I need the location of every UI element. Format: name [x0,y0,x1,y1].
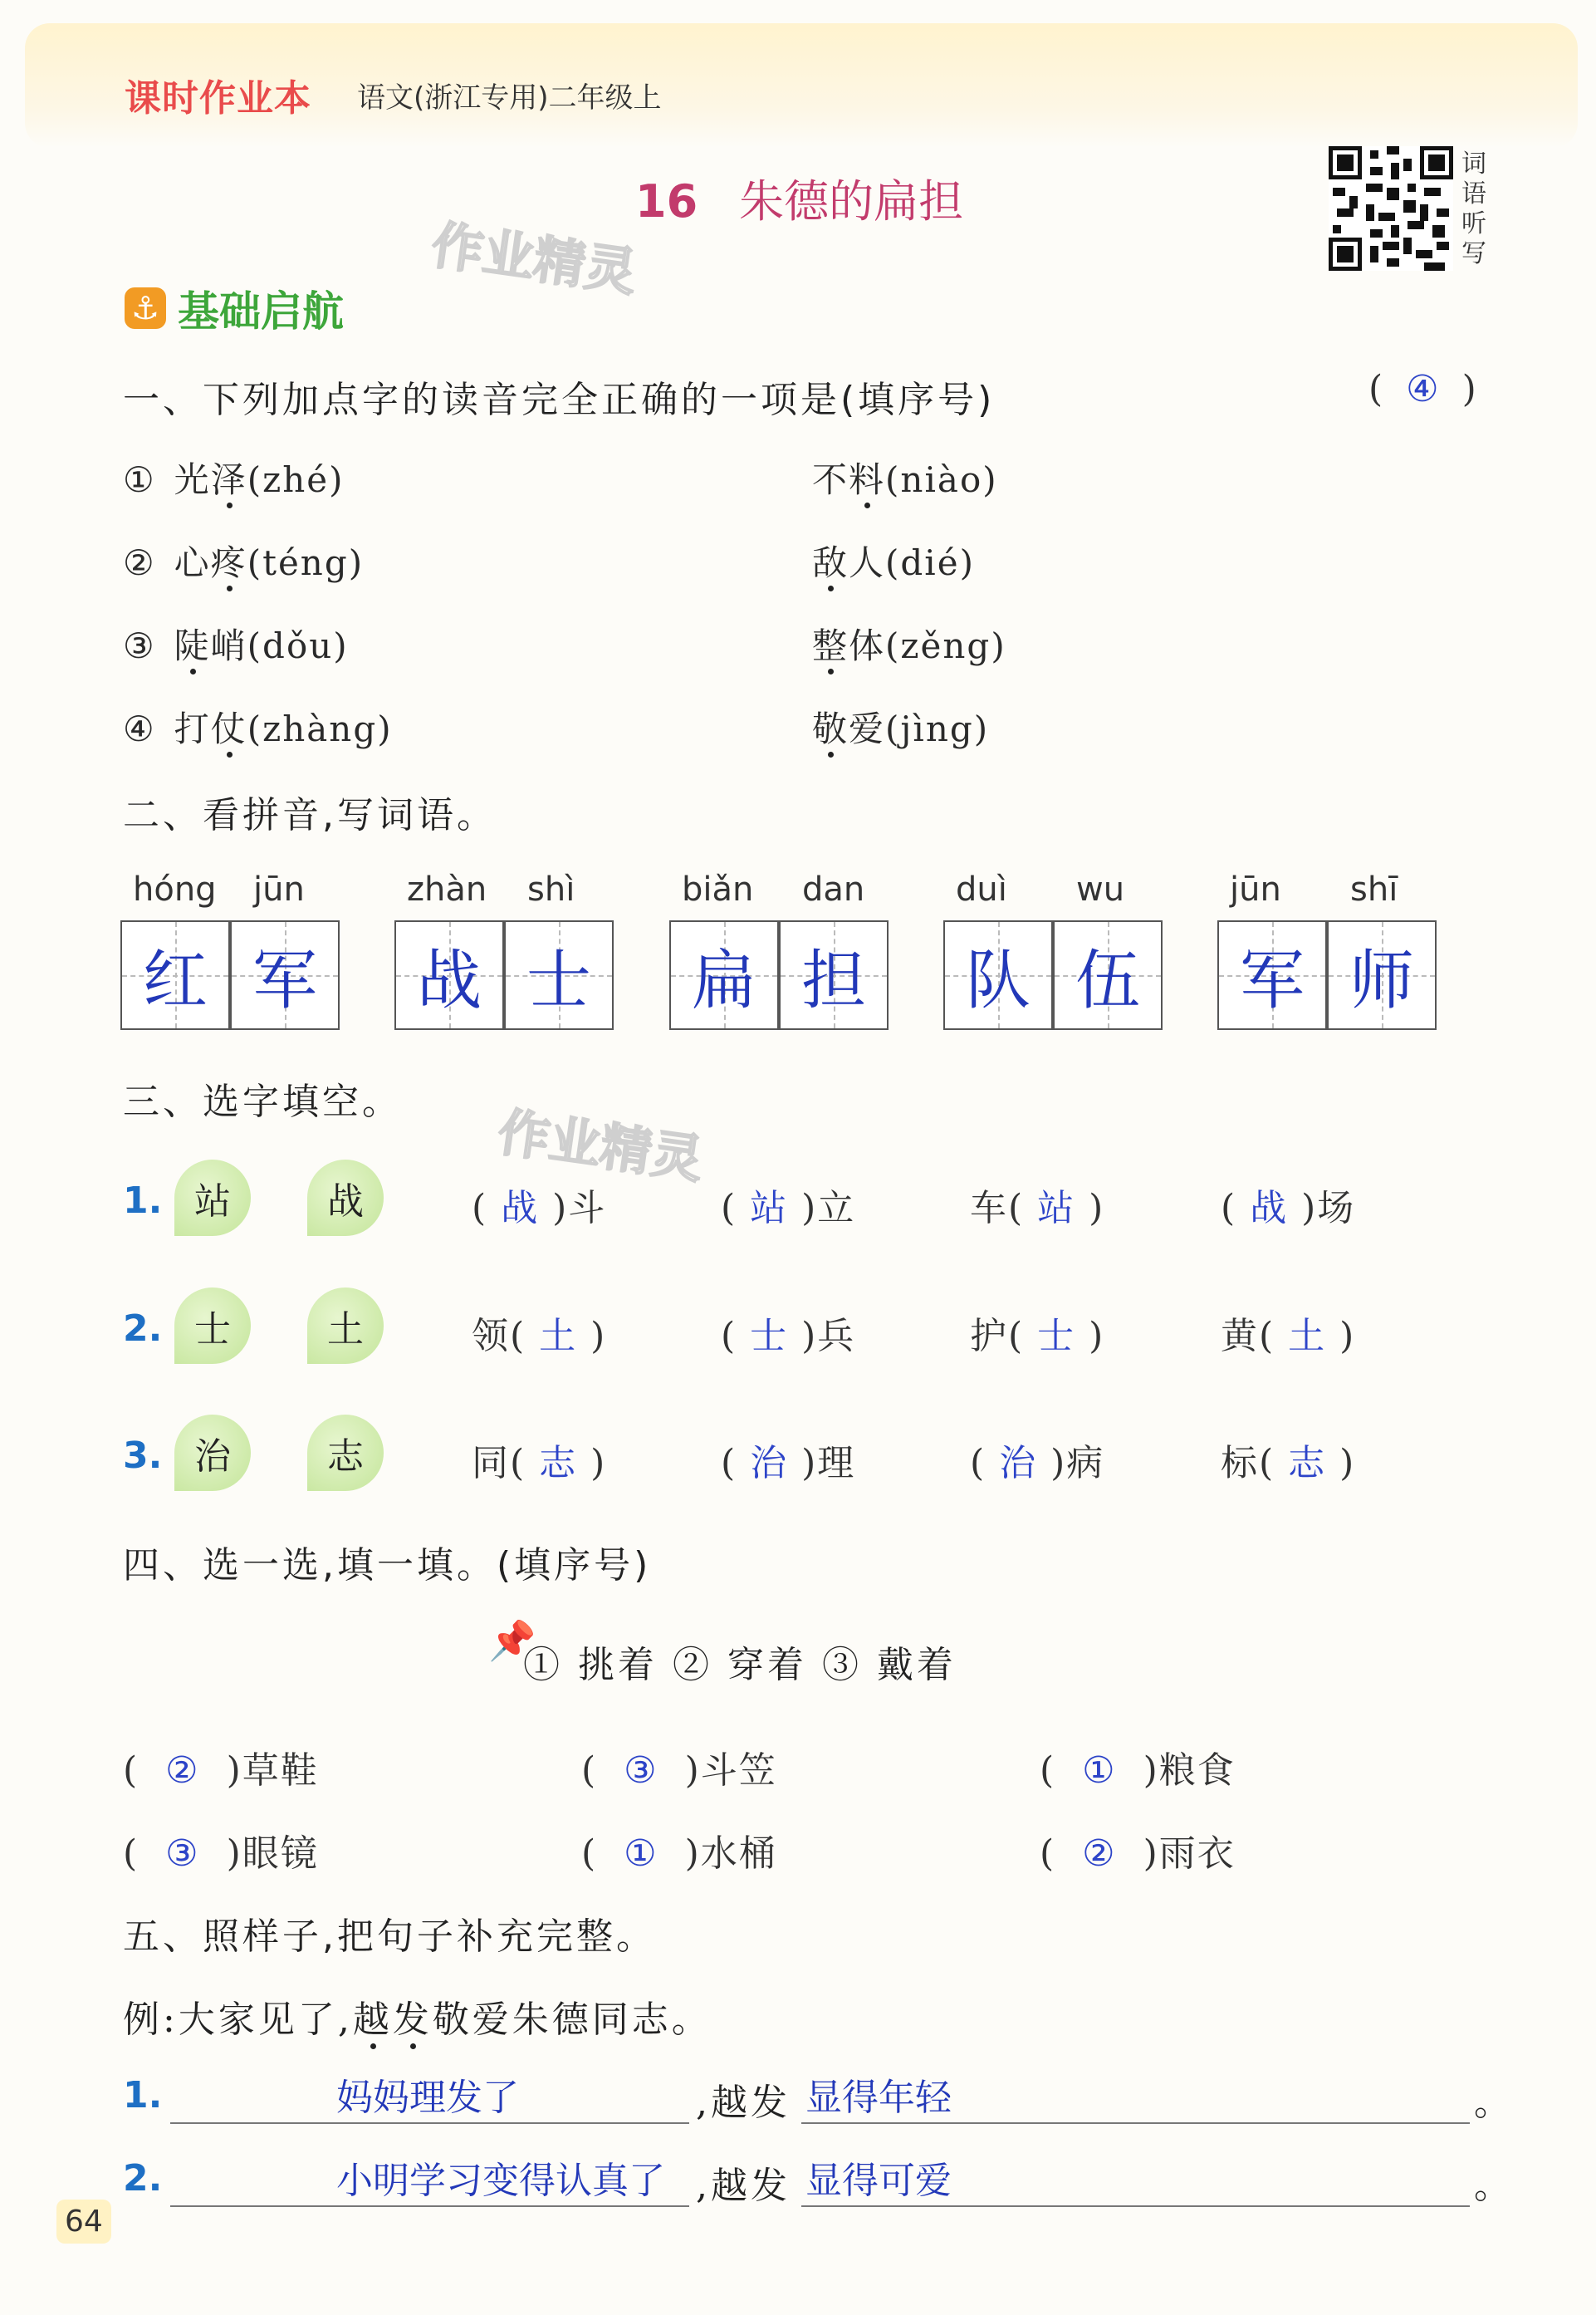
answer-line[interactable] [170,2205,689,2207]
tian-grid-cell[interactable] [779,920,889,1030]
option-mark: ② [123,542,156,583]
q1-option [812,536,975,586]
pinyin: shì [527,871,575,909]
option-mark: ③ [123,625,156,666]
dotted-char: 陡 [174,625,211,666]
tian-grid-cell[interactable] [120,920,230,1030]
row-number: 2. [123,2157,163,2200]
blank-pre: 护( [970,1315,1038,1357]
blank-answer: 士 [750,1315,789,1357]
page-number: 64 [56,2200,111,2244]
option-text: 体(zěng) [849,625,1006,666]
blank-word: 眼镜 [242,1832,319,1875]
tian-grid-cell[interactable] [394,920,504,1030]
blank-pre: 标( [1221,1442,1289,1484]
handwritten-answer: 妈妈理发了 [336,2077,519,2119]
q1-option [123,619,349,669]
q1-answer-box: ( ④ ) [1368,368,1476,410]
blank-answer: 士 [1037,1315,1076,1357]
blank-word: 粮食 [1158,1749,1236,1792]
blank-answer: ② [165,1749,200,1792]
tian-grid-cell[interactable] [504,920,614,1030]
blank-pre: ( [1221,1187,1251,1229]
leaf-choice [174,1287,251,1364]
dotted-char: 敌 [812,542,849,583]
pinyin: dan [802,871,865,909]
fill-blank[interactable]: ( ③ )眼镜 [123,1832,319,1875]
blank-answer: 志 [539,1442,578,1484]
pushpin-icon: 📌 [488,1618,536,1663]
blank-post: ) [577,1315,607,1357]
qr-label: 词语听写 [1461,150,1486,268]
book-subject: 语文(浙江专用)二年级上 [357,81,662,115]
q1-option [812,619,1006,669]
blank-post: ) [577,1442,607,1484]
example-dotted-char: 越 [352,1999,393,2041]
blank-pre: 车( [970,1187,1038,1229]
option-text: 心 [174,542,211,583]
choice-char: 士 [194,1308,231,1351]
blank-word: 水桶 [700,1832,777,1875]
choice-char: 战 [327,1180,364,1223]
row-number: 2. [123,1307,163,1350]
pinyin: wu [1076,871,1125,909]
tian-grid-cell[interactable] [943,920,1053,1030]
choice-char: 志 [327,1435,364,1478]
written-char: 战 [416,944,482,1018]
sentence-end: 。 [1474,2082,1514,2124]
example-pre: 例:大家见了, [123,1999,353,2041]
fill-blank[interactable]: ( ③ )斗笠 [581,1749,777,1792]
lesson-name: 朱德的扁担 [739,175,964,228]
pinyin: hóng [133,871,217,909]
blank-post: )兵 [788,1315,856,1357]
fill-blank[interactable] [472,1178,606,1231]
fill-blank[interactable]: ( ② )草鞋 [123,1749,319,1792]
pinyin: shī [1350,871,1398,909]
blank-answer: ② [1082,1832,1117,1875]
written-char: 担 [800,944,866,1018]
written-char: 红 [142,944,208,1018]
book-brand: 课时作业本 [125,77,311,120]
blank-answer: 志 [1288,1442,1327,1484]
blank-post: )理 [788,1442,856,1484]
handwritten-answer: 显得年轻 [805,2077,952,2119]
fill-blank[interactable] [1221,1178,1355,1231]
option-text: (niào) [885,459,998,500]
fill-blank[interactable] [970,1306,1104,1359]
sentence-connector: ,越发 [696,2165,791,2207]
blank-post: )病 [1037,1442,1105,1484]
blank-answer: 战 [1250,1187,1289,1229]
watermark: 作业精灵 [494,1101,707,1190]
option-text: 光 [174,459,211,500]
q1-option [812,702,989,752]
watermark: 作业精灵 [428,214,641,303]
leaf-choice [307,1160,384,1236]
fill-blank[interactable] [1221,1306,1355,1359]
option-text: 峭(dǒu) [210,625,349,666]
fill-blank[interactable] [970,1178,1104,1231]
pinyin: duì [956,871,1007,909]
blank-answer: ① [1082,1749,1117,1792]
leaf-choice [174,1160,251,1236]
fill-blank[interactable]: ( ① )水桶 [581,1832,777,1875]
example-post: 敬爱朱德同志。 [432,1999,712,2041]
leaf-choice [174,1415,251,1491]
blank-post: ) [1075,1187,1105,1229]
qr-code-icon[interactable] [1329,146,1453,271]
answer-line[interactable] [170,2122,689,2124]
fill-blank[interactable]: ( ① )粮食 [1040,1749,1236,1792]
q5-example [123,1989,712,2043]
dotted-char: 整 [812,625,849,666]
blank-pre: 黄( [1221,1315,1289,1357]
blank-pre: ( [721,1315,751,1357]
lesson-title [635,166,963,230]
blank-pre: ( [721,1442,751,1484]
tian-grid-cell[interactable] [1327,920,1437,1030]
q1-option [812,453,998,503]
fill-blank[interactable] [721,1178,855,1231]
section-banner-label: 基础启航 [178,287,344,336]
fill-blank[interactable] [721,1433,855,1486]
written-char: 伍 [1075,944,1140,1018]
written-char: 师 [1349,944,1414,1018]
blank-pre: 领( [472,1315,540,1357]
choice-char: 治 [194,1435,231,1478]
blank-word: 草鞋 [242,1749,319,1792]
tian-grid-cell[interactable] [230,920,340,1030]
dotted-char: 敬 [812,709,849,749]
pinyin: jūn [1230,871,1281,909]
choice-char: 站 [194,1180,231,1223]
option-text: (zhé) [247,459,345,500]
option-text: 不 [812,459,849,500]
pinyin: biǎn [682,871,754,909]
blank-pre: 同( [472,1442,540,1484]
sentence-connector: ,越发 [696,2082,791,2124]
pinyin: zhàn [407,871,487,909]
option-text: 爱(jìng) [849,709,990,749]
anchor-icon: ⚓ [125,287,166,329]
leaf-choice [307,1287,384,1364]
option-text: 人(dié) [849,542,975,583]
blank-answer: ③ [624,1749,658,1792]
blank-answer: 站 [750,1187,789,1229]
section-banner [125,278,344,338]
tian-grid-cell[interactable] [1053,920,1163,1030]
q5-heading: 五、照样子,把句子补充完整。 [123,1915,656,1958]
fill-blank[interactable] [1221,1433,1355,1486]
row-number: 1. [123,1180,163,1222]
tian-grid-cell[interactable] [669,920,779,1030]
pinyin: jūn [253,871,305,909]
blank-answer: 治 [750,1442,789,1484]
blank-word: 斗笠 [700,1749,777,1792]
q1-option [123,453,345,503]
choice-char: 土 [327,1308,364,1351]
blank-answer: 土 [539,1315,578,1357]
lesson-number: 16 [635,175,698,228]
q1-answer: ④ [1406,368,1439,410]
blank-post: ) [1326,1442,1356,1484]
blank-post: )场 [1288,1187,1356,1229]
blank-answer: ① [624,1832,658,1875]
written-char: 士 [526,944,591,1018]
blank-post: ) [1326,1315,1356,1357]
option-text: 打 [174,709,211,749]
answer-line[interactable] [801,2205,1470,2207]
blank-answer: 站 [1037,1187,1076,1229]
q1-heading: 一、下列加点字的读音完全正确的一项是(填序号) [123,379,996,421]
answer-line[interactable] [801,2122,1470,2124]
option-mark: ① [123,459,156,500]
q4-choices: ① 挑着 ② 穿着 ③ 戴着 [523,1644,957,1686]
dotted-char: 疼 [210,542,247,583]
option-text: (zhàng) [247,709,393,749]
blank-answer: 治 [999,1442,1038,1484]
example-dotted-char: 发 [392,1999,433,2041]
written-char: 扁 [691,944,756,1018]
blank-post: )斗 [539,1187,607,1229]
option-text: (téng) [247,542,365,583]
fill-blank[interactable]: ( ② )雨衣 [1040,1832,1236,1875]
leaf-choice [307,1415,384,1491]
fill-blank[interactable] [970,1433,1104,1486]
q1-option [123,702,393,752]
blank-word: 雨衣 [1158,1832,1236,1875]
written-char: 队 [965,944,1031,1018]
fill-blank[interactable] [472,1306,606,1359]
fill-blank[interactable] [472,1433,606,1486]
handwritten-answer: 小明学习变得认真了 [336,2160,665,2202]
written-char: 军 [252,944,317,1018]
fill-blank[interactable] [721,1306,855,1359]
q1-option [123,536,364,586]
blank-pre: ( [970,1442,1000,1484]
sentence-end: 。 [1474,2165,1514,2207]
tian-grid-cell[interactable] [1217,920,1327,1030]
blank-answer: 土 [1288,1315,1327,1357]
dotted-char: 仗 [210,709,247,749]
handwritten-answer: 显得可爱 [805,2160,952,2202]
blank-post: )立 [788,1187,856,1229]
row-number: 1. [123,2074,163,2116]
blank-post: ) [1075,1315,1105,1357]
option-mark: ④ [123,709,156,749]
written-char: 军 [1239,944,1305,1018]
dotted-char: 泽 [210,459,247,500]
blank-pre: ( [721,1187,751,1229]
blank-pre: ( [472,1187,502,1229]
q2-heading: 二、看拼音,写词语。 [123,794,497,836]
blank-answer: ③ [165,1832,200,1875]
row-number: 3. [123,1435,163,1477]
blank-answer: 战 [501,1187,540,1229]
q4-heading: 四、选一选,填一填。(填序号) [123,1544,652,1587]
dotted-char: 料 [849,459,886,500]
q3-heading: 三、选字填空。 [123,1081,402,1123]
